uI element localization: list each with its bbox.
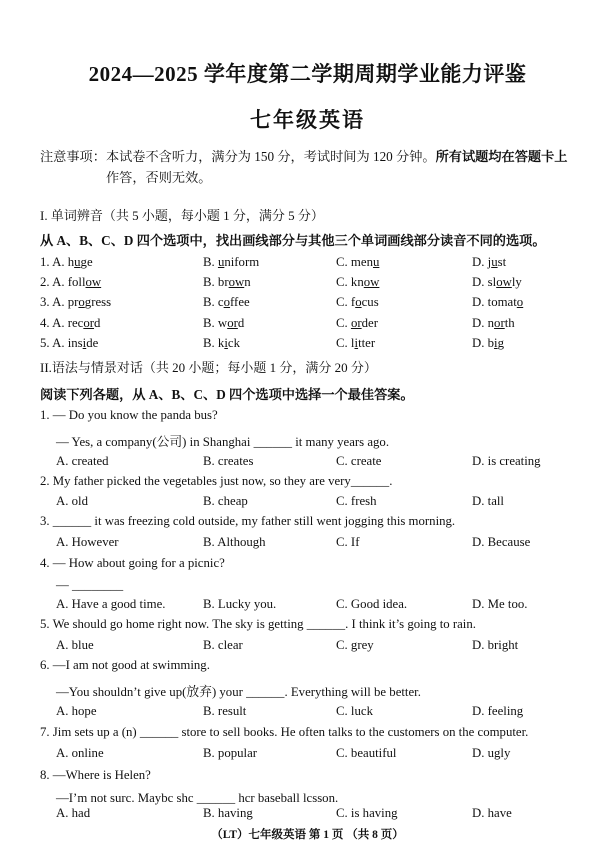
underlined-letters: u bbox=[217, 255, 225, 269]
answer-option: C. Good idea. bbox=[336, 597, 408, 611]
answer-option: D. Me too. bbox=[472, 597, 528, 611]
option-a: 2. A. follow bbox=[40, 275, 102, 289]
answer-option: B. creates bbox=[203, 454, 254, 468]
underlined-letters: or bbox=[494, 316, 505, 330]
question-stem: 6. —I am not good at swimming. bbox=[40, 658, 210, 672]
question-options bbox=[56, 746, 615, 764]
option-c: C. litter bbox=[336, 336, 376, 350]
underlined-letters: or bbox=[83, 316, 95, 330]
answer-option: B. cheap bbox=[203, 494, 248, 508]
answer-option: C. grey bbox=[336, 638, 374, 652]
underlined-letters: u bbox=[491, 255, 498, 269]
question-stem: 3. ______ it was freezing cold outside, my father still went jogging this morning. bbox=[40, 514, 456, 528]
answer-option: B. popular bbox=[203, 746, 258, 760]
phonics-item bbox=[40, 336, 600, 354]
question-options bbox=[56, 535, 615, 553]
answer-option: C. luck bbox=[336, 704, 373, 718]
option-b: B. brown bbox=[203, 275, 251, 289]
question-line: —I’m not surc. Maybc shc ______ hcr baseball lcsson. bbox=[56, 791, 339, 805]
underlined-letters: i bbox=[82, 336, 87, 350]
question-stem: 4. — How about going for a picnic? bbox=[40, 556, 225, 570]
underlined-letters: o bbox=[78, 295, 85, 309]
underlined-letters: i bbox=[354, 336, 359, 350]
exam-title: 2024—2025 学年度第二学期周期学业能力评鉴 bbox=[88, 62, 527, 86]
answer-option: B. Lucky you. bbox=[203, 597, 277, 611]
answer-option: D. ugly bbox=[472, 746, 511, 760]
answer-option: B. result bbox=[203, 704, 247, 718]
answer-option: D. bright bbox=[472, 638, 519, 652]
question-options bbox=[56, 454, 615, 472]
question-options bbox=[56, 638, 615, 656]
section1-heading: I. 单词辨音（共 5 小题，每小题 1 分，满分 5 分） bbox=[40, 208, 324, 223]
question-stem: 5. We should go home right now. The sky is getting ______. I think it’s going to rain. bbox=[40, 617, 476, 631]
answer-option: A. hope bbox=[56, 704, 97, 718]
question-stem: 7. Jim sets up a (n) ______ store to sell books. He often talks to the customers on the computer. bbox=[40, 725, 529, 739]
option-d: D. north bbox=[472, 316, 515, 330]
answer-option: C. fresh bbox=[336, 494, 377, 508]
option-c: C. menu bbox=[336, 255, 380, 269]
notice-label: 注意事项： bbox=[40, 149, 106, 164]
question-stem: 1. — Do you know the panda bus? bbox=[40, 408, 218, 422]
option-b: B. word bbox=[203, 316, 245, 330]
answer-option: B. clear bbox=[203, 638, 243, 652]
page-footer: （LT）七年级英语 第 1 页 （共 8 页） bbox=[211, 829, 404, 841]
underlined-letters: or bbox=[350, 316, 362, 330]
question-options bbox=[56, 597, 615, 615]
answer-option: D. Because bbox=[472, 535, 531, 549]
option-b: B. uniform bbox=[203, 255, 260, 269]
phonics-item bbox=[40, 255, 600, 273]
notice-line2: 作答，否则无效。 bbox=[106, 170, 212, 185]
answer-option: A. Have a good time. bbox=[56, 597, 166, 611]
answer-option: A. However bbox=[56, 535, 119, 549]
phonics-item bbox=[40, 295, 600, 313]
answer-option: D. feeling bbox=[472, 704, 524, 718]
notice-text: 本试卷不含听力，满分为 150 分，考试时间为 120 分钟。 bbox=[105, 149, 436, 164]
answer-option: A. online bbox=[56, 746, 104, 760]
question-stem: 8. —Where is Helen? bbox=[40, 768, 151, 782]
question-line: — Yes, a company(公司) in Shanghai ______ it many years ago. bbox=[56, 435, 390, 449]
phonics-item bbox=[40, 275, 600, 293]
underlined-letters: i bbox=[224, 336, 228, 350]
section2-heading: II.语法与情景对话（共 20 小题；每小题 1 分，满分 20 分） bbox=[40, 360, 377, 375]
underlined-letters: or bbox=[227, 316, 238, 330]
exam-subtitle: 七年级英语 bbox=[250, 108, 365, 132]
option-d: D. slowly bbox=[472, 275, 522, 289]
notice-block bbox=[40, 146, 590, 188]
section1-instruction: 从 A、B、C、D 四个选项中，找出画线部分与其他三个单词画线部分读音不同的选项。 bbox=[40, 233, 546, 248]
answer-option: C. beautiful bbox=[336, 746, 397, 760]
option-a: 1. A. huge bbox=[40, 255, 93, 269]
underlined-letters: o bbox=[355, 295, 362, 309]
option-c: C. know bbox=[336, 275, 380, 289]
section2-instruction: 阅读下列各题，从 A、B、C、D 四个选项中选择一个最佳答案。 bbox=[40, 387, 414, 402]
question-line: — ________ bbox=[56, 578, 124, 592]
question-options bbox=[56, 806, 615, 824]
option-a: 3. A. progress bbox=[40, 295, 112, 309]
answer-option: A. had bbox=[56, 806, 91, 820]
underlined-letters: ow bbox=[228, 275, 245, 289]
option-d: D. just bbox=[472, 255, 507, 269]
underlined-letters: o bbox=[516, 295, 524, 309]
option-a: 4. A. record bbox=[40, 316, 101, 330]
underlined-letters: ow bbox=[85, 275, 102, 289]
underlined-letters: i bbox=[494, 336, 498, 350]
question-line: —You shouldn’t give up(放弃) your ______. Everything will be better. bbox=[56, 685, 421, 699]
answer-option: C. If bbox=[336, 535, 360, 549]
underlined-letters: ow bbox=[363, 275, 380, 289]
underlined-letters: u bbox=[74, 255, 81, 269]
option-d: D. tomato bbox=[472, 295, 524, 309]
underlined-letters: ow bbox=[496, 275, 512, 289]
answer-option: B. Although bbox=[203, 535, 266, 549]
underlined-letters: o bbox=[223, 295, 231, 309]
option-c: C. order bbox=[336, 316, 378, 330]
question-options bbox=[56, 704, 615, 722]
notice-bold-text: 所有试题均在答题卡上 bbox=[435, 149, 568, 164]
answer-option: A. blue bbox=[56, 638, 94, 652]
phonics-item bbox=[40, 316, 600, 334]
answer-option: B. having bbox=[203, 806, 253, 820]
answer-option: C. is having bbox=[336, 806, 398, 820]
option-a: 5. A. inside bbox=[40, 336, 99, 350]
question-options bbox=[56, 494, 615, 512]
option-d: D. big bbox=[472, 336, 505, 350]
answer-option: A. old bbox=[56, 494, 88, 508]
option-b: B. coffee bbox=[203, 295, 250, 309]
question-stem: 2. My father picked the vegetables just now, so they are very______. bbox=[40, 474, 393, 488]
answer-option: D. is creating bbox=[472, 454, 541, 468]
answer-option: D. tall bbox=[472, 494, 504, 508]
option-b: B. kick bbox=[203, 336, 240, 350]
underlined-letters: u bbox=[372, 255, 380, 269]
option-c: C. focus bbox=[336, 295, 379, 309]
answer-option: A. created bbox=[56, 454, 109, 468]
answer-option: C. create bbox=[336, 454, 382, 468]
answer-option: D. have bbox=[472, 806, 512, 820]
